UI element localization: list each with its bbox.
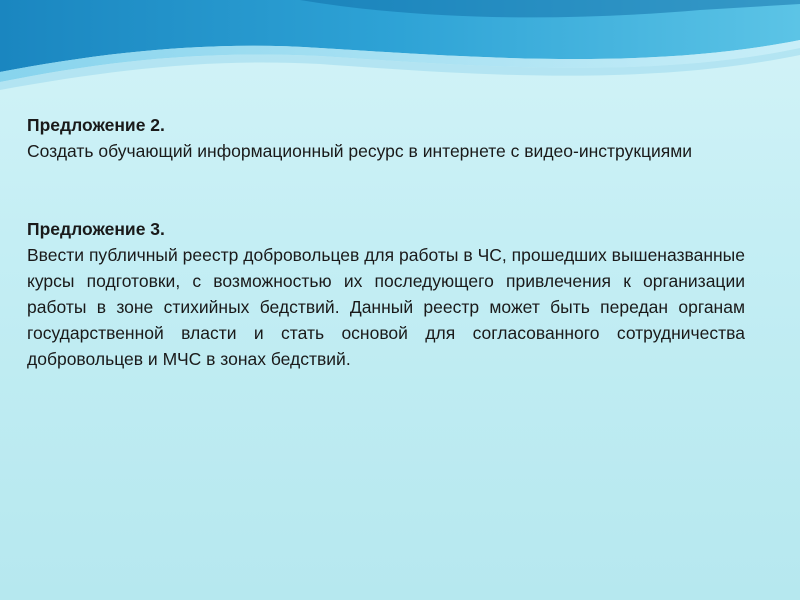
proposal-3-block [27, 216, 745, 372]
proposal-2-text: Создать обучающий информационный ресурс в интернете с видео-инструкциями [27, 141, 693, 161]
spacer [27, 164, 745, 216]
proposal-3-heading: Предложение 3. [27, 219, 165, 239]
proposal-2-block [27, 112, 745, 164]
proposal-2-heading: Предложение 2. [27, 115, 165, 135]
slide-content [27, 112, 745, 372]
proposal-3-text: Ввести публичный реестр добровольцев для работы в ЧС, прошедших вышеназванные курсы подготовки, с возможностью их последующего привлечения к организации работы в зоне стихийных бедствий. Данный реестр может быть передан органам государственной власти и стать основой для согласованного сотрудничества добровольцев и МЧС в зонах бедствий. [27, 245, 745, 369]
decorative-wave-header [0, 0, 800, 110]
